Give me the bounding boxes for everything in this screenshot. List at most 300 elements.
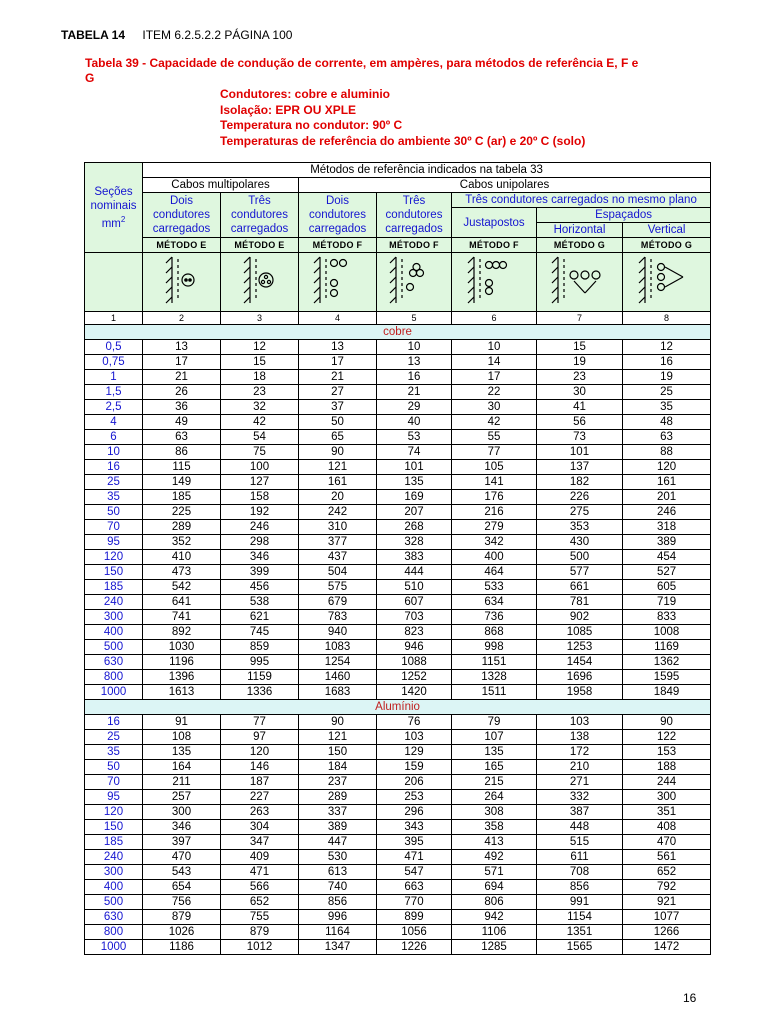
- ampacity-value: 527: [623, 565, 711, 580]
- method-label: MÉTODO F: [377, 238, 452, 253]
- ampacity-value: 991: [537, 895, 623, 910]
- spec-conductors: Condutores: cobre e aluminio: [220, 87, 391, 101]
- ampacity-value: 10: [377, 340, 452, 355]
- ampacity-value: 389: [299, 820, 377, 835]
- ampacity-value: 447: [299, 835, 377, 850]
- installation-diagram-icon: [452, 253, 537, 312]
- ampacity-value: 1030: [143, 640, 221, 655]
- ampacity-value: 310: [299, 520, 377, 535]
- ampacity-value: 471: [377, 850, 452, 865]
- ampacity-value: 115: [143, 460, 221, 475]
- ampacity-value: 165: [452, 760, 537, 775]
- ampacity-value: 856: [537, 880, 623, 895]
- table-row: [85, 340, 711, 355]
- table-row: [85, 580, 711, 595]
- ampacity-value: 107: [452, 730, 537, 745]
- table-row: [85, 490, 711, 505]
- ampacity-value: 1159: [221, 670, 299, 685]
- section-size: 630: [85, 655, 143, 670]
- section-size: 95: [85, 790, 143, 805]
- uni-two-loaded: Dois condutores carregados: [299, 193, 377, 238]
- table-row: [85, 820, 711, 835]
- table-row: [85, 535, 711, 550]
- sections-header: [85, 163, 143, 253]
- ampacity-value: 90: [299, 715, 377, 730]
- ampacity-value: 101: [377, 460, 452, 475]
- ampacity-value: 352: [143, 535, 221, 550]
- ampacity-value: 634: [452, 595, 537, 610]
- ampacity-value: 358: [452, 820, 537, 835]
- method-label: MÉTODO G: [537, 238, 623, 253]
- table-row: [85, 550, 711, 565]
- ampacity-value: 296: [377, 805, 452, 820]
- ampacity-value: 1253: [537, 640, 623, 655]
- section-size: 2,5: [85, 400, 143, 415]
- ampacity-value: 756: [143, 895, 221, 910]
- table-row: [85, 385, 711, 400]
- ampacity-value: 430: [537, 535, 623, 550]
- ampacity-value: 73: [537, 430, 623, 445]
- ampacity-value: 21: [143, 370, 221, 385]
- spec-temperature: Temperatura no condutor: 90º C: [220, 118, 403, 132]
- ampacity-value: 77: [221, 715, 299, 730]
- ampacity-value: 138: [537, 730, 623, 745]
- section-size: 70: [85, 775, 143, 790]
- ampacity-value: 146: [221, 760, 299, 775]
- ampacity-value: 1169: [623, 640, 711, 655]
- ampacity-value: 1026: [143, 925, 221, 940]
- ampacity-value: 318: [623, 520, 711, 535]
- ampacity-value: 566: [221, 880, 299, 895]
- multi-three-loaded: Três condutores carregados: [221, 193, 299, 238]
- ampacity-value: 538: [221, 595, 299, 610]
- ampacity-value: 504: [299, 565, 377, 580]
- ampacity-value: 533: [452, 580, 537, 595]
- ampacity-value: 182: [537, 475, 623, 490]
- ampacity-value: 101: [537, 445, 623, 460]
- ampacity-value: 308: [452, 805, 537, 820]
- table-row: [85, 640, 711, 655]
- ampacity-value: 137: [537, 460, 623, 475]
- ampacity-value: 902: [537, 610, 623, 625]
- section-size: 500: [85, 895, 143, 910]
- section-size: 95: [85, 535, 143, 550]
- column-number: 5: [377, 312, 452, 325]
- ampacity-value: 121: [299, 730, 377, 745]
- ampacity-value: 856: [299, 895, 377, 910]
- ampacity-value: 216: [452, 505, 537, 520]
- multi-two-loaded: Dois condutores carregados: [143, 193, 221, 238]
- ampacity-value: 17: [452, 370, 537, 385]
- ampacity-value: 571: [452, 865, 537, 880]
- ampacity-value: 120: [623, 460, 711, 475]
- ampacity-value: 377: [299, 535, 377, 550]
- ampacity-value: 1056: [377, 925, 452, 940]
- ampacity-value: 187: [221, 775, 299, 790]
- ampacity-value: 995: [221, 655, 299, 670]
- ampacity-value: 347: [221, 835, 299, 850]
- section-size: 35: [85, 490, 143, 505]
- ampacity-value: 575: [299, 580, 377, 595]
- ampacity-value: 1336: [221, 685, 299, 700]
- ampacity-value: 1164: [299, 925, 377, 940]
- ampacity-value: 1196: [143, 655, 221, 670]
- ampacity-value: 652: [623, 865, 711, 880]
- ampacity-value: 176: [452, 490, 537, 505]
- ampacity-value: 351: [623, 805, 711, 820]
- table-row: [85, 730, 711, 745]
- ampacity-value: 15: [537, 340, 623, 355]
- ampacity-value: 456: [221, 580, 299, 595]
- table-row: [85, 910, 711, 925]
- ampacity-value: 387: [537, 805, 623, 820]
- section-size: 120: [85, 805, 143, 820]
- ampacity-value: 108: [143, 730, 221, 745]
- ampacity-value: 19: [623, 370, 711, 385]
- ampacity-value: 211: [143, 775, 221, 790]
- column-number: 2: [143, 312, 221, 325]
- ampacity-value: 921: [623, 895, 711, 910]
- table-row: [85, 430, 711, 445]
- ampacity-value: 27: [299, 385, 377, 400]
- ampacity-value: 1254: [299, 655, 377, 670]
- ampacity-value: 40: [377, 415, 452, 430]
- ampacity-value: 48: [623, 415, 711, 430]
- ampacity-value: 1012: [221, 940, 299, 955]
- ampacity-value: 23: [221, 385, 299, 400]
- ampacity-value: 86: [143, 445, 221, 460]
- ampacity-value: 679: [299, 595, 377, 610]
- ampacity-value: 103: [537, 715, 623, 730]
- ampacity-value: 719: [623, 595, 711, 610]
- ampacity-value: 868: [452, 625, 537, 640]
- table-row: [85, 370, 711, 385]
- ampacity-value: 1083: [299, 640, 377, 655]
- ampacity-value: 63: [143, 430, 221, 445]
- ampacity-value: 32: [221, 400, 299, 415]
- section-size: 25: [85, 730, 143, 745]
- ampacity-value: 300: [623, 790, 711, 805]
- section-size: 400: [85, 880, 143, 895]
- ampacity-value: 35: [623, 400, 711, 415]
- ampacity-value: 470: [143, 850, 221, 865]
- ampacity-value: 1565: [537, 940, 623, 955]
- ampacity-value: 300: [143, 805, 221, 820]
- section-size: 50: [85, 505, 143, 520]
- ampacity-value: 859: [221, 640, 299, 655]
- ampacity-value: 996: [299, 910, 377, 925]
- ampacity-value: 172: [537, 745, 623, 760]
- ampacity-value: 892: [143, 625, 221, 640]
- ampacity-value: 806: [452, 895, 537, 910]
- table-row: [85, 895, 711, 910]
- ampacity-value: 332: [537, 790, 623, 805]
- installation-diagram-icon: [143, 253, 221, 312]
- ampacity-value: 215: [452, 775, 537, 790]
- ampacity-value: 227: [221, 790, 299, 805]
- section-size: 25: [85, 475, 143, 490]
- installation-diagram-icon: [299, 253, 377, 312]
- ampacity-value: 879: [221, 925, 299, 940]
- ampacity-value: 76: [377, 715, 452, 730]
- ampacity-value: 55: [452, 430, 537, 445]
- ampacity-value: 90: [623, 715, 711, 730]
- ampacity-value: 88: [623, 445, 711, 460]
- ampacity-value: 473: [143, 565, 221, 580]
- ampacity-value: 298: [221, 535, 299, 550]
- ampacity-value: 12: [623, 340, 711, 355]
- ampacity-value: 21: [299, 370, 377, 385]
- ampacity-value: 1328: [452, 670, 537, 685]
- ampacity-value: 395: [377, 835, 452, 850]
- section-size: 240: [85, 595, 143, 610]
- material-section-label: cobre: [85, 325, 711, 340]
- ampacity-value: 271: [537, 775, 623, 790]
- ampacity-value: 1077: [623, 910, 711, 925]
- ampacity-value: 383: [377, 550, 452, 565]
- ampacity-value: 343: [377, 820, 452, 835]
- ampacity-value: 1226: [377, 940, 452, 955]
- ampacity-value: 1613: [143, 685, 221, 700]
- ampacity-value: 244: [623, 775, 711, 790]
- ampacity-value: 1454: [537, 655, 623, 670]
- ampacity-value: 23: [537, 370, 623, 385]
- table-row: [85, 760, 711, 775]
- table-row: [85, 565, 711, 580]
- ampacity-value: 169: [377, 490, 452, 505]
- ampacity-value: 65: [299, 430, 377, 445]
- ampacity-value: 192: [221, 505, 299, 520]
- table-row: [85, 355, 711, 370]
- table-row: [85, 940, 711, 955]
- method-label: MÉTODO E: [221, 238, 299, 253]
- ampacity-value: 49: [143, 415, 221, 430]
- ampacity-value: 879: [143, 910, 221, 925]
- ampacity-value: 755: [221, 910, 299, 925]
- ampacity-value: 337: [299, 805, 377, 820]
- section-size: 1000: [85, 685, 143, 700]
- ampacity-value: 454: [623, 550, 711, 565]
- ampacity-value: 1008: [623, 625, 711, 640]
- installation-diagram-icon: [537, 253, 623, 312]
- table-row: [85, 715, 711, 730]
- ampacity-value: 543: [143, 865, 221, 880]
- ampacity-value: 121: [299, 460, 377, 475]
- ampacity-value: 437: [299, 550, 377, 565]
- ampacity-value: 1351: [537, 925, 623, 940]
- spaced-header: Espaçados: [537, 208, 711, 223]
- ampacity-value: 263: [221, 805, 299, 820]
- ampacity-value: 17: [143, 355, 221, 370]
- method-label: MÉTODO G: [623, 238, 711, 253]
- ampacity-value: 257: [143, 790, 221, 805]
- ampacity-value: 79: [452, 715, 537, 730]
- section-size: 70: [85, 520, 143, 535]
- ampacity-value: 1266: [623, 925, 711, 940]
- column-number: 3: [221, 312, 299, 325]
- installation-diagram-icon: [221, 253, 299, 312]
- ampacity-value: 41: [537, 400, 623, 415]
- ampacity-value: 225: [143, 505, 221, 520]
- ampacity-value: 530: [299, 850, 377, 865]
- unipolar-header: Cabos unipolares: [299, 178, 711, 193]
- ampacity-value: 226: [537, 490, 623, 505]
- ampacity-value: 77: [452, 445, 537, 460]
- ampacity-value: 164: [143, 760, 221, 775]
- ampacity-value: 781: [537, 595, 623, 610]
- diagram-cell-blank: [85, 253, 143, 312]
- column-number: 6: [452, 312, 537, 325]
- ampacity-value: 18: [221, 370, 299, 385]
- ampacity-value: 16: [377, 370, 452, 385]
- table-row: [85, 610, 711, 625]
- method-label: MÉTODO E: [143, 238, 221, 253]
- ampacity-value: 201: [623, 490, 711, 505]
- ampacity-value: 14: [452, 355, 537, 370]
- ampacity-value: 150: [299, 745, 377, 760]
- table-row: [85, 595, 711, 610]
- ampacity-value: 833: [623, 610, 711, 625]
- ampacity-value: 1151: [452, 655, 537, 670]
- section-size: 16: [85, 715, 143, 730]
- ampacity-value: 127: [221, 475, 299, 490]
- ampacity-value: 207: [377, 505, 452, 520]
- ampacity-value: 253: [377, 790, 452, 805]
- section-size: 300: [85, 865, 143, 880]
- section-size: 0,75: [85, 355, 143, 370]
- material-section-label: Alumínio: [85, 700, 711, 715]
- ampacity-value: 21: [377, 385, 452, 400]
- item-reference: ITEM 6.2.5.2.2 PÁGINA 100: [142, 28, 293, 42]
- ampacity-value: 741: [143, 610, 221, 625]
- method-label: MÉTODO F: [452, 238, 537, 253]
- ampacity-value: 1362: [623, 655, 711, 670]
- table-row: [85, 865, 711, 880]
- table-row: [85, 790, 711, 805]
- ampacity-value: 409: [221, 850, 299, 865]
- ampacity-value: 237: [299, 775, 377, 790]
- section-size: 1000: [85, 940, 143, 955]
- ampacity-value: 1285: [452, 940, 537, 955]
- ampacity-value: 823: [377, 625, 452, 640]
- ampacity-value: 42: [221, 415, 299, 430]
- ampacity-value: 464: [452, 565, 537, 580]
- ampacity-value: 135: [377, 475, 452, 490]
- section-size: 10: [85, 445, 143, 460]
- table-row: [85, 475, 711, 490]
- ampacity-value: 353: [537, 520, 623, 535]
- ampacity-value: 10: [452, 340, 537, 355]
- ampacity-value: 470: [623, 835, 711, 850]
- ampacity-value: 122: [623, 730, 711, 745]
- section-size: 185: [85, 835, 143, 850]
- ampacity-value: 946: [377, 640, 452, 655]
- table-row: [85, 685, 711, 700]
- ampacity-value: 397: [143, 835, 221, 850]
- ampacity-value: 1460: [299, 670, 377, 685]
- justaposed-header: Justapostos: [452, 208, 537, 238]
- table-row: [85, 880, 711, 895]
- ampacity-value: 289: [299, 790, 377, 805]
- section-size: 630: [85, 910, 143, 925]
- ampacity-value: 621: [221, 610, 299, 625]
- spec-reference-temperature: Temperaturas de referência do ambiente 30º C (ar) e 20º C (solo): [220, 133, 586, 148]
- ampacity-value: 50: [299, 415, 377, 430]
- ampacity-value: 605: [623, 580, 711, 595]
- unit-label: $mm^2$: [101, 214, 126, 230]
- ampacity-value: 547: [377, 865, 452, 880]
- vertical-header: Vertical: [623, 223, 711, 238]
- ampacity-value: 13: [143, 340, 221, 355]
- page-header: [61, 28, 292, 42]
- ampacity-value: 1154: [537, 910, 623, 925]
- ampacity-value: 12: [221, 340, 299, 355]
- ampacity-value: 1958: [537, 685, 623, 700]
- ampacity-value: 13: [299, 340, 377, 355]
- ampacity-value: 25: [623, 385, 711, 400]
- ampacity-value: 29: [377, 400, 452, 415]
- ampacity-value: 159: [377, 760, 452, 775]
- ampacity-value: 275: [537, 505, 623, 520]
- ampacity-table: [84, 162, 711, 955]
- ampacity-value: 1472: [623, 940, 711, 955]
- ampacity-value: 492: [452, 850, 537, 865]
- ampacity-value: 1252: [377, 670, 452, 685]
- ampacity-value: 500: [537, 550, 623, 565]
- section-size: 150: [85, 820, 143, 835]
- table-row: [85, 415, 711, 430]
- section-size: 300: [85, 610, 143, 625]
- ampacity-value: 1696: [537, 670, 623, 685]
- table-row: [85, 805, 711, 820]
- ampacity-value: 389: [623, 535, 711, 550]
- ampacity-value: 1511: [452, 685, 537, 700]
- ampacity-value: 1595: [623, 670, 711, 685]
- ampacity-value: 13: [377, 355, 452, 370]
- ampacity-value: 998: [452, 640, 537, 655]
- ampacity-value: 652: [221, 895, 299, 910]
- ampacity-value: 413: [452, 835, 537, 850]
- ampacity-value: 346: [221, 550, 299, 565]
- ampacity-value: 185: [143, 490, 221, 505]
- ampacity-value: 577: [537, 565, 623, 580]
- ampacity-value: 22: [452, 385, 537, 400]
- ampacity-value: 740: [299, 880, 377, 895]
- ampacity-value: 641: [143, 595, 221, 610]
- ampacity-value: 561: [623, 850, 711, 865]
- ampacity-value: 120: [221, 745, 299, 760]
- ampacity-value: 408: [623, 820, 711, 835]
- section-size: 120: [85, 550, 143, 565]
- ampacity-value: 607: [377, 595, 452, 610]
- ampacity-value: 90: [299, 445, 377, 460]
- ampacity-value: 74: [377, 445, 452, 460]
- table-row: [85, 850, 711, 865]
- ampacity-value: 246: [221, 520, 299, 535]
- ampacity-value: 105: [452, 460, 537, 475]
- page-number: 16: [683, 991, 697, 1005]
- table-row: [85, 775, 711, 790]
- same-plane-header: Três condutores carregados no mesmo plano: [452, 193, 711, 208]
- ampacity-value: 184: [299, 760, 377, 775]
- table-row: [85, 745, 711, 760]
- ampacity-value: 56: [537, 415, 623, 430]
- ampacity-value: 36: [143, 400, 221, 415]
- ampacity-value: 542: [143, 580, 221, 595]
- ampacity-value: 783: [299, 610, 377, 625]
- ampacity-value: 20: [299, 490, 377, 505]
- ampacity-value: 188: [623, 760, 711, 775]
